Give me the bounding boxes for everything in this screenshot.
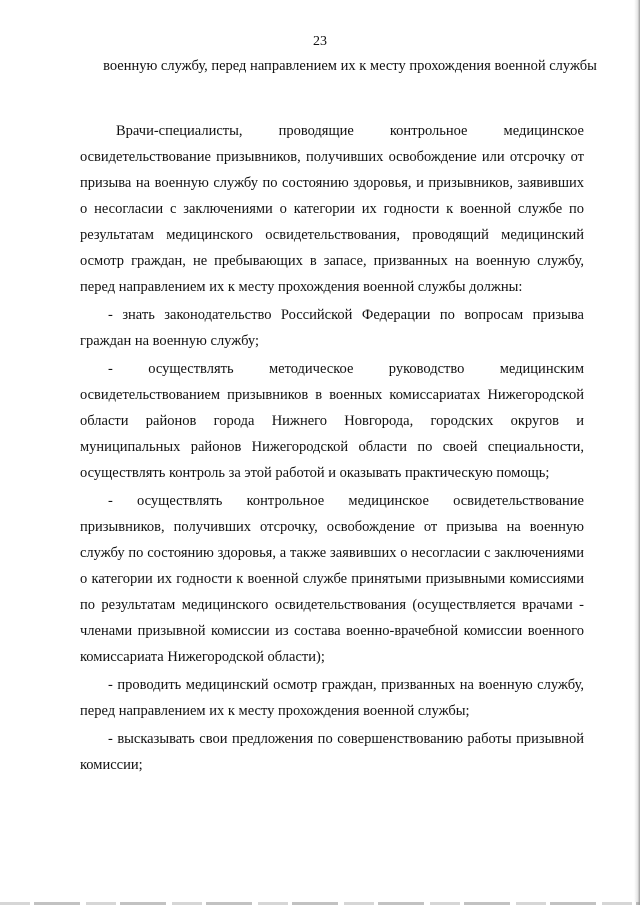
intro-paragraph: Врачи-специалисты, проводящие контрольное медицинское освидетельствование призывников, получивших освобождение или отсрочку от призыва на военную службу по состоянию здоровья, и призывников, заявивших о несогласии с заключениями о категории их годности к военной службе по результатам медицинского освидетельствования, проводящий медицинский осмотр граждан, не пребывающих в запасе, призванных на военную службу, перед направлением их к месту прохождения военной службы должны: — [80, 123, 584, 295]
list-item: - знать законодательство Российской Федерации по вопросам призыва граждан на военную службу; — [80, 307, 584, 349]
scan-edge-shadow — [634, 0, 640, 905]
list-item: - осуществлять контрольное медицинское освидетельствование призывников, получивших отсрочку, освобождение от призыва на военную службу по состоянию здоровья, а также заявивших о несогласии с заключениями о категории их годности к военной службе принятыми призывными комиссиями по результатам медицинского освидетельствования (осуществляется врачами - членами призывной комиссии из состава военно-врачебной комиссии военного комиссариата Нижегородской области); — [80, 493, 584, 665]
page-number: 23 — [313, 34, 327, 49]
list-item: - проводить медицинский осмотр граждан, призванных на военную службу, перед направлением их к месту прохождения военной службы; — [80, 677, 584, 719]
list-item: - высказывать свои предложения по совершенствованию работы призывной комиссии; — [80, 731, 584, 773]
continued-heading: военную службу, перед направлением их к месту прохождения военной службы — [103, 58, 597, 74]
list-item: - осуществлять методическое руководство медицинским освидетельствованием призывников в военных комиссариатах Нижегородской области районов города Нижнего Новгорода, городских округов и муниципальных районов Нижегородской области по своей специальности, осуществлять контроль за этой работой и оказывать практическую помощь; — [80, 361, 584, 481]
document-body — [80, 118, 584, 778]
